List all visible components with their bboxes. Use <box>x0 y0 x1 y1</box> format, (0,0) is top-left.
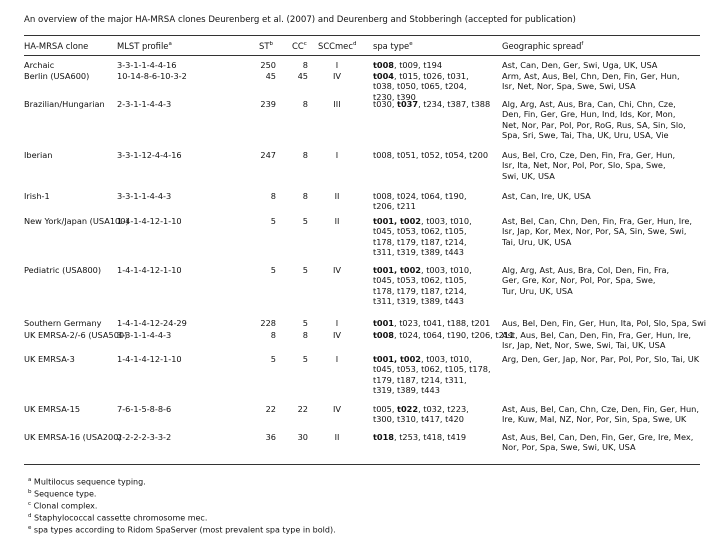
sccmec-value: IV <box>332 265 341 275</box>
spa-type: t045, t053, t062, t105, <box>373 226 467 237</box>
spa-type: , t234, t387, t388 <box>418 99 491 109</box>
spa-type-line <box>373 216 472 226</box>
footnote <box>28 525 336 535</box>
footnote-text: Staphylococcal cassette chromosome mec. <box>31 513 208 523</box>
spa-type: , t024, t064, t190, t206, t211 <box>394 330 515 340</box>
geographic-spread <box>502 330 691 351</box>
clone-name: UK EMRSA-16 (USA200) <box>24 432 122 442</box>
spa-type-prevalent: t022 <box>397 404 419 414</box>
clone-name: Iberian <box>24 150 53 160</box>
spa-type: t008, t024, t064, t190, <box>373 191 467 201</box>
spa-type-line <box>373 375 491 385</box>
geographic-spread-line: Ast, Aus, Bel, Can, Den, Fin, Fra, Ger, Hun, Ire, <box>502 330 691 340</box>
geographic-spread-line: Spa, Sri, Swe, Tai, Tha, UK, Uru, USA, Vie <box>502 130 669 141</box>
spa-type: t005, <box>373 404 398 414</box>
st-value: 36 <box>265 432 276 442</box>
clone-name: New York/Japan (USA100) <box>24 216 129 226</box>
cc-value: 5 <box>302 354 308 364</box>
mlst-profile: 1-4-1-4-12-1-10 <box>117 265 182 275</box>
geographic-spread <box>502 265 669 296</box>
footnote-mark: d <box>28 513 32 519</box>
spa-type-line <box>373 286 472 296</box>
spa-type: t045, t053, t062, t105, <box>373 275 467 286</box>
geographic-spread-line: Ast, Aus, Bel, Can, Chn, Cze, Den, Fin, Ger, Hun, <box>502 404 699 414</box>
spa-type-line <box>373 71 469 81</box>
spa-type: t008 <box>373 150 392 160</box>
table-caption: An overview of the major HA-MRSA clones Deurenberg et al. (2007) and Deurenberg and Stobberingh (accepted for publication) <box>24 15 576 25</box>
sccmec-value: II <box>334 191 340 201</box>
header-st: $ST^b$ <box>259 41 273 51</box>
geographic-spread <box>502 354 699 364</box>
st-value: 8 <box>270 330 276 340</box>
geographic-spread-line: Net, Nor, Par, Pol, Por, RoG, Rus, SA, Sin, Slo, <box>502 119 686 130</box>
clone-name: UK EMRSA-2/-6 (USA500) <box>24 330 128 340</box>
spa-type: , t009, t194 <box>394 60 443 70</box>
cc-value: 5 <box>302 265 308 275</box>
spa-type: t178, t179, t187, t214, <box>373 236 467 247</box>
spa-type-prevalent: t001 <box>373 318 395 328</box>
geographic-spread-line: Aus, Bel, Cro, Cze, Den, Fin, Fra, Ger, Hun, <box>502 150 676 160</box>
spa-types <box>373 191 467 212</box>
header-mlst: MLST profile$^a$ <box>117 41 172 51</box>
st-value: 5 <box>270 354 276 364</box>
st-value: 250 <box>260 60 276 70</box>
st-value: 5 <box>270 216 276 226</box>
spa-type-line <box>373 296 472 306</box>
geographic-spread-line: Tur, Uru, UK, USA <box>502 285 573 296</box>
cc-value: 5 <box>302 318 308 328</box>
header-cc: $CC^c$ <box>292 41 307 51</box>
spa-types <box>373 265 472 307</box>
spa-types <box>373 330 514 340</box>
clone-name: Pediatric (USA800) <box>24 265 102 275</box>
spa-type: , t003, t010, <box>420 216 472 226</box>
sccmec-value: IV <box>332 71 341 81</box>
spa-type: , t003, t010, <box>420 354 472 364</box>
spa-type-line <box>373 432 466 442</box>
spa-type-line <box>373 404 469 414</box>
footnote-text: spa types according to Ridom SpaServer (most prevalent spa type in bold). <box>31 525 336 535</box>
st-value: 45 <box>265 71 276 81</box>
st-value: 228 <box>260 318 276 328</box>
spa-type: t319, t389, t443 <box>373 385 440 396</box>
mlst-profile: 3-3-1-1-4-4-3 <box>117 191 172 201</box>
mlst-profile: 2-3-1-1-4-4-3 <box>117 99 172 109</box>
geographic-spread-line: Den, Fin, Ger, Gre, Hun, Ind, Ids, Kor, Mon, <box>502 109 676 120</box>
footnote <box>28 501 97 511</box>
spa-type: t045, t053, t062, t105, t178, <box>373 364 491 375</box>
spa-type-line <box>373 354 491 364</box>
spa-types <box>373 404 469 425</box>
spa-type: , t003, t010, <box>420 265 472 275</box>
spa-type: t311, t319, t389, t443 <box>373 247 464 258</box>
geographic-spread <box>502 191 591 201</box>
geographic-spread-line: Ast, Can, Ire, UK, USA <box>502 191 591 201</box>
footnote-text: Sequence type. <box>31 489 97 499</box>
footnote <box>28 489 96 499</box>
spa-type: t311, t319, t389, t443 <box>373 296 464 307</box>
spa-type: t300, t310, t417, t420 <box>373 414 464 425</box>
spa-type-line <box>373 247 472 257</box>
geographic-spread-line: Alg, Arg, Ast, Aus, Bra, Can, Chi, Chn, Cze, <box>502 99 676 109</box>
geographic-spread-line: Aus, Bel, Den, Fin, Ger, Hun, Ita, Pol, Slo, Spa, Swi <box>502 318 707 328</box>
geographic-spread-line: Ire, Kuw, Mal, NZ, Nor, Por, Sin, Spa, Swe, UK <box>502 414 687 425</box>
spa-type: t179, t187, t214, t311, <box>373 374 467 385</box>
spa-type-line <box>373 385 491 395</box>
clone-name: UK EMRSA-15 <box>24 404 81 414</box>
geographic-spread <box>502 99 686 141</box>
spa-types <box>373 71 469 102</box>
spa-type-line <box>373 364 491 374</box>
spa-type: , t054, t200 <box>439 150 489 160</box>
spa-type-prevalent: t001, t002 <box>373 354 421 364</box>
clone-name: Berlin (USA600) <box>24 71 90 81</box>
spa-type-line <box>373 275 472 285</box>
spa-type: , t015, t026, t031, <box>394 71 469 81</box>
spa-types <box>373 99 490 109</box>
mlst-profile: 7-6-1-5-8-8-6 <box>117 404 172 414</box>
st-value: 8 <box>270 191 276 201</box>
spa-types <box>373 60 442 70</box>
spa-type-prevalent: t008 <box>373 60 395 70</box>
cc-value: 8 <box>302 60 308 70</box>
spa-type: , t051, <box>391 150 422 160</box>
sccmec-value: I <box>335 354 339 364</box>
geographic-spread <box>502 432 693 453</box>
geographic-spread-line: Ast, Bel, Can, Chn, Den, Fin, Fra, Ger, Hun, Ire, <box>502 216 692 226</box>
spa-type: , t023, t041, t188, t201 <box>394 318 491 328</box>
geographic-spread-line: Ast, Can, Den, Ger, Swi, Uga, UK, USA <box>502 60 658 70</box>
geographic-spread-line: Arm, Ast, Aus, Bel, Chn, Den, Fin, Ger, Hun, <box>502 71 680 81</box>
header-clone: HA-MRSA clone <box>24 41 89 51</box>
cc-value: 8 <box>302 99 308 109</box>
geographic-spread-line: Ast, Aus, Bel, Can, Den, Fin, Ger, Gre, Ire, Mex, <box>502 432 694 442</box>
mlst-profile: 1-4-1-4-12-24-29 <box>117 318 187 328</box>
geographic-spread-line: Tai, Uru, UK, USA <box>502 236 572 247</box>
mlst-profile: 3-3-1-1-4-4-16 <box>117 60 177 70</box>
sccmec-value: I <box>335 150 339 160</box>
st-value: 22 <box>265 404 276 414</box>
spa-type-prevalent: t037 <box>397 99 419 109</box>
geographic-spread-line: Isr, Net, Nor, Spa, Swe, Swi, USA <box>502 81 636 92</box>
mlst-profile: 1-4-1-4-12-1-10 <box>117 354 182 364</box>
sccmec-value: IV <box>332 404 341 414</box>
footnote <box>28 513 207 523</box>
header-spa: spa type$^e$ <box>373 41 413 51</box>
geographic-spread-line: Nor, Por, Spa, Swe, Swi, UK, USA <box>502 442 636 453</box>
sccmec-value: III <box>333 99 341 109</box>
sccmec-value: IV <box>332 330 341 340</box>
footnote-mark: a <box>28 477 32 483</box>
spa-type: t038, t050, t065, t204, <box>373 81 467 92</box>
header-geo: Geographic spread$^f$ <box>502 41 584 51</box>
spa-type-line <box>373 237 472 247</box>
sccmec-value: I <box>335 318 339 328</box>
clone-name: Brazilian/Hungarian <box>24 99 105 109</box>
geographic-spread-line: Ger, Gre, Kor, Nor, Pol, Por, Spa, Swe, <box>502 275 656 286</box>
geographic-spread <box>502 318 706 328</box>
geographic-spread-line: Arg, Den, Ger, Jap, Nor, Par, Pol, Por, Slo, Tai, UK <box>502 354 700 364</box>
spa-type-prevalent: t018 <box>373 432 395 442</box>
spa-types <box>373 150 488 160</box>
table-top-rule <box>24 35 700 36</box>
st-value: 247 <box>260 150 276 160</box>
mlst-profile: 3-3-1-1-4-4-3 <box>117 330 172 340</box>
cc-value: 8 <box>302 191 308 201</box>
spa-type-line <box>373 150 488 160</box>
spa-types <box>373 216 472 258</box>
spa-type-prevalent: t004 <box>373 71 395 81</box>
mlst-profile: 1-4-1-4-12-1-10 <box>117 216 182 226</box>
spa-type-line <box>373 99 490 109</box>
spa-type-line <box>373 60 442 70</box>
header-sccmec: SCCmec$^d$ <box>318 41 357 51</box>
spa-type: t206, t211 <box>373 201 416 212</box>
spa-types <box>373 432 466 442</box>
footnote-text: Clonal complex. <box>31 501 98 511</box>
spa-type-line <box>373 414 469 424</box>
cc-value: 8 <box>302 330 308 340</box>
geographic-spread <box>502 216 692 247</box>
spa-type-line <box>373 330 514 340</box>
spa-type: t230, t390 <box>373 91 416 102</box>
cc-value: 5 <box>302 216 308 226</box>
geographic-spread <box>502 150 675 181</box>
spa-types <box>373 354 491 396</box>
geographic-spread-line: Isr, Jap, Net, Nor, Swe, Swi, Tai, UK, USA <box>502 340 666 351</box>
spa-type-line <box>373 81 469 91</box>
spa-type-prevalent: t001, t002 <box>373 216 421 226</box>
clone-name: Irish-1 <box>24 191 50 201</box>
spa-type: t030, <box>373 99 398 109</box>
spa-type-prevalent: t008 <box>373 330 395 340</box>
spa-type-line <box>373 226 472 236</box>
geographic-spread-line: Isr, Jap, Kor, Mex, Nor, Por, SA, Sin, Swe, Swi, <box>502 226 687 237</box>
st-value: 239 <box>260 99 276 109</box>
mlst-profile: 3-3-1-12-4-4-16 <box>117 150 182 160</box>
spa-type-prevalent: t001, t002 <box>373 265 421 275</box>
spa-type-line <box>373 201 467 211</box>
table-header-rule <box>24 55 700 56</box>
spa-type-line <box>373 265 472 275</box>
cc-value: 8 <box>302 150 308 160</box>
geographic-spread-line: Alg, Arg, Ast, Aus, Bra, Col, Den, Fin, Fra, <box>502 265 670 275</box>
geographic-spread-line: Swi, UK, USA <box>502 170 555 181</box>
spa-type: , t253, t418, t419 <box>394 432 467 442</box>
spa-type-line <box>373 318 490 328</box>
spa-type: t052 <box>421 150 440 160</box>
footnote-mark: e <box>28 525 32 531</box>
footnote-mark: b <box>28 489 32 495</box>
spa-type: t178, t179, t187, t214, <box>373 285 467 296</box>
clone-name: Archaic <box>24 60 55 70</box>
cc-value: 30 <box>297 432 308 442</box>
spa-types <box>373 318 490 328</box>
geographic-spread-line: Isr, Ita, Net, Nor, Pol, Por, Slo, Spa, Swe, <box>502 160 666 171</box>
cc-value: 45 <box>297 71 308 81</box>
footnote-mark: c <box>28 501 32 507</box>
geographic-spread <box>502 404 699 425</box>
geographic-spread <box>502 60 657 70</box>
spa-type: , t032, t223, <box>418 404 469 414</box>
mlst-profile: 10-14-8-6-10-3-2 <box>117 71 187 81</box>
geographic-spread <box>502 71 680 92</box>
cc-value: 22 <box>297 404 308 414</box>
footnote-text: Multilocus sequence typing. <box>31 477 146 487</box>
spa-type-line <box>373 191 467 201</box>
clone-name: Southern Germany <box>24 318 102 328</box>
clone-name: UK EMRSA-3 <box>24 354 75 364</box>
table-bottom-rule <box>24 464 700 465</box>
mlst-profile: 2-2-2-2-3-3-2 <box>117 432 172 442</box>
footnote <box>28 477 146 487</box>
sccmec-value: I <box>335 60 339 70</box>
sccmec-value: II <box>334 432 340 442</box>
sccmec-value: II <box>334 216 340 226</box>
st-value: 5 <box>270 265 276 275</box>
